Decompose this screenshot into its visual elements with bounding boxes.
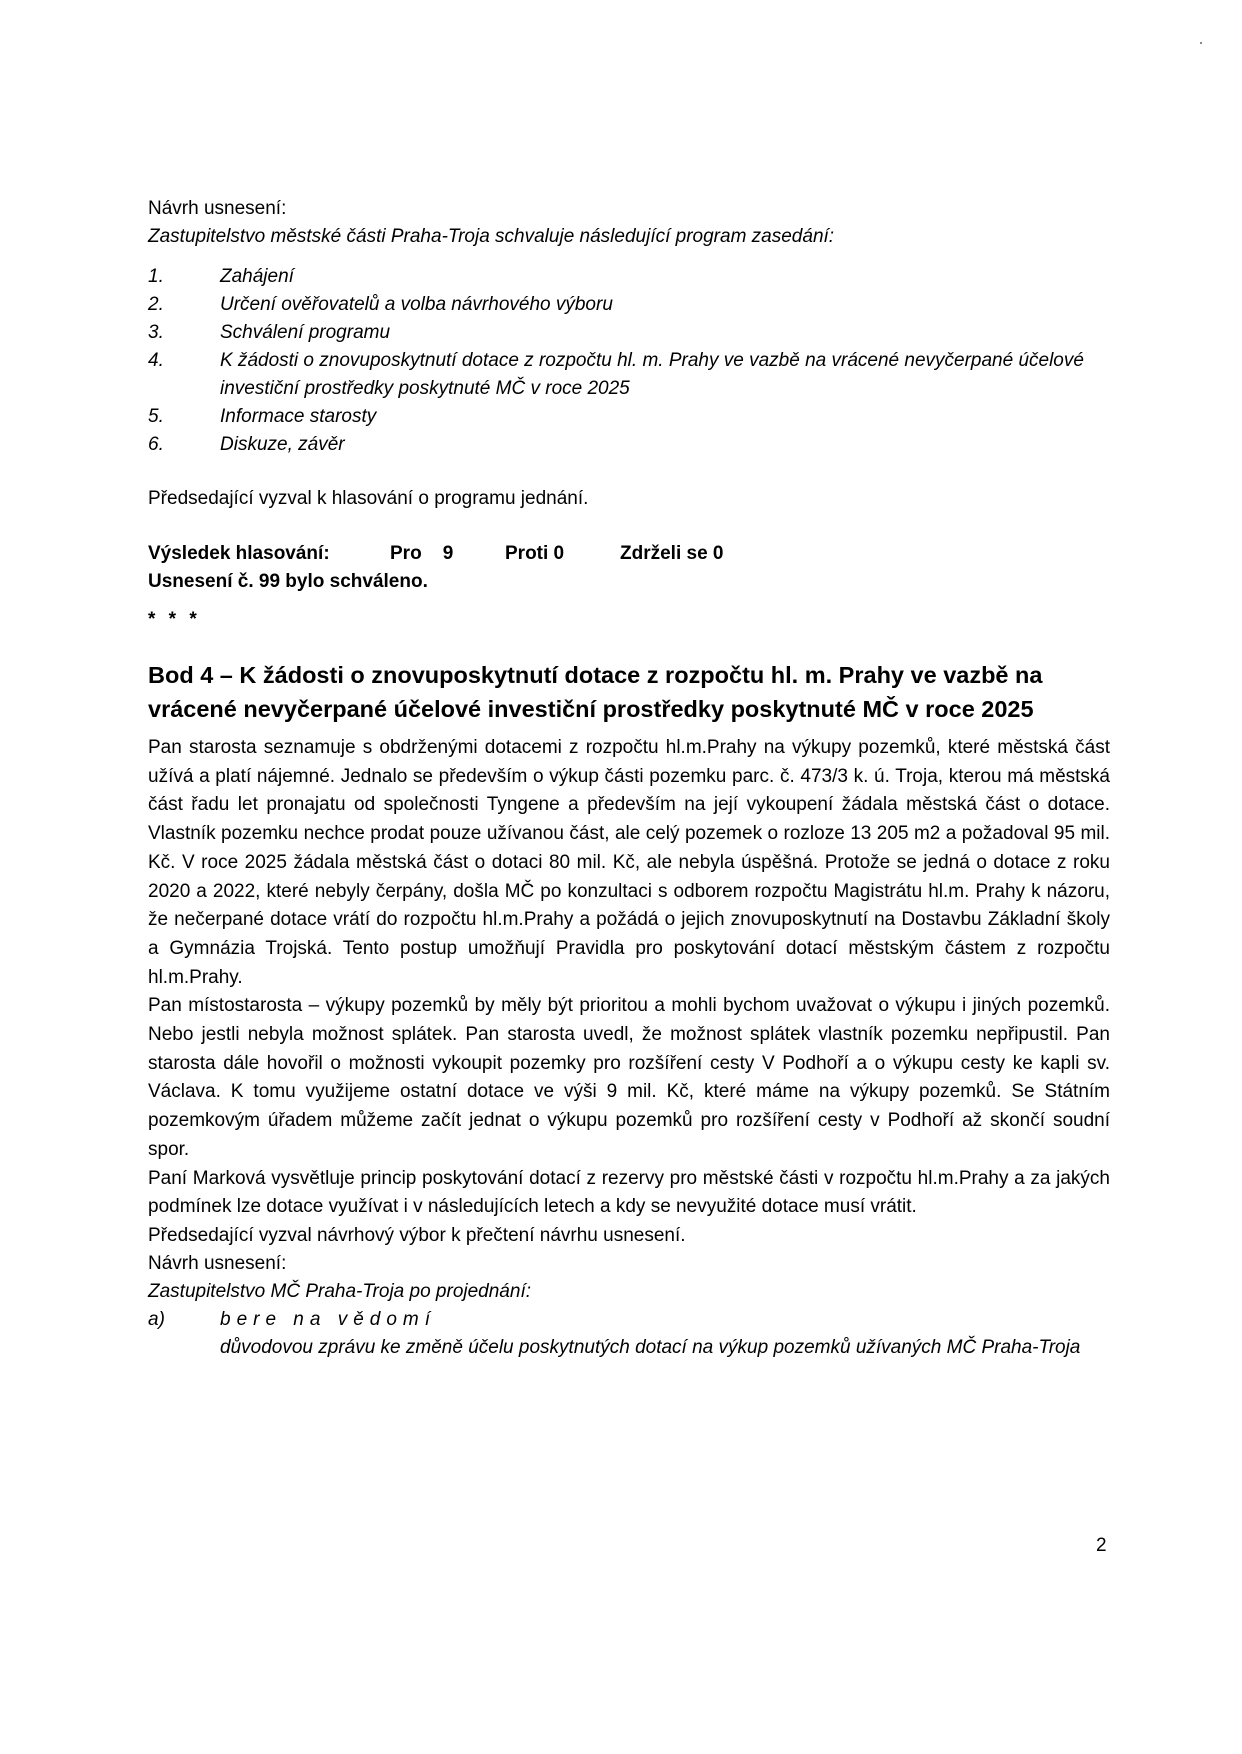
paragraph: Pan starosta seznamuje s obdrženými dotacemi z rozpočtu hl.m.Prahy na výkupy pozemků, které městská část užívá a platí nájemné. Jednalo se především o výkup části pozemku parc. č. 473/3 k. ú. Troja, kterou má městská část řadu let pronajatu od společnosti Tyngene a především na její vykoupení žádala městská část o dotace. Vlastník pozemku nechce prodat pouze užívanou část, ale celý pozemek o rozloze 13 205 m2 a požadoval 95 mil. Kč. V roce 2025 žádala městská část o dotaci 80 mil. Kč, ale nebyla úspěšná. Protože se jedná o dotace z roku 2020 a 2022, které nebyly čerpány, došla MČ po konzultaci s odborem rozpočtu Magistrátu hl.m. Prahy k názoru, že nečerpané dotace vrátí do rozpočtu hl.m.Prahy a požádá o jejich znovuposkytnutí na Dostavbu Základní školy a Gymnázia Trojská. Tento postup umožňují Pravidla pro poskytování dotací městským částem z rozpočtu hl.m.Prahy. [148, 737, 1110, 988]
resolution-letter: a) [148, 1308, 165, 1330]
vote-call: Předsedající vyzval k hlasování o programu jednání. [148, 488, 589, 509]
agenda-num: 2. [148, 294, 164, 315]
paragraph: Předsedající vyzval návrhový výbor k přečtení návrhu usnesení. [148, 1224, 686, 1246]
agenda-item [148, 319, 1110, 347]
navrh-label: Návrh usnesení: [148, 1252, 287, 1274]
section-separator: * * * [148, 609, 201, 630]
agenda-item [148, 291, 1110, 319]
agenda-item [148, 347, 1110, 403]
page-number: 2 [1096, 1535, 1107, 1556]
section-title: Bod 4 – K žádosti o znovuposkytnutí dotace z rozpočtu hl. m. Prahy ve vazbě na vrácené nevyčerpané účelové investiční prostředky poskytnuté MČ v roce 2025 [148, 662, 1043, 722]
agenda-num: 5. [148, 406, 164, 427]
document-page [148, 195, 1110, 1362]
agenda-num: 1. [148, 266, 164, 287]
vote-pro: Pro 9 [390, 543, 454, 564]
agenda-text: K žádosti o znovuposkytnutí dotace z rozpočtu hl. m. Prahy ve vazbě na vrácené nevyčerpané účelové investiční prostředky poskytnuté MČ v roce 2025 [220, 350, 1084, 399]
agenda-item [148, 403, 1110, 431]
navrh-text: Zastupitelstvo městské části Praha-Troja schvaluje následující program zasedání: [148, 226, 835, 247]
agenda-num: 3. [148, 322, 164, 343]
agenda-num: 6. [148, 434, 164, 455]
agenda-text: Schválení programu [220, 322, 391, 343]
resolution-result: Usnesení č. 99 bylo schváleno. [148, 571, 428, 592]
agenda-text: Diskuze, závěr [220, 434, 345, 455]
paragraph: Pan místostarosta – výkupy pozemků by měly být prioritou a mohli bychom uvažovat o výkupu i jiných pozemků. Nebo jestli nebyla možnost splátek. Pan starosta uvedl, že možnost splátek vlastník pozemku nepřipustil. Pan starosta dále hovořil o možnosti vykoupit pozemky pro rozšíření cesty V Podhoří a o výkupu cesty ke kapli sv. Václava. K tomu využijeme ostatní dotace ve výši 9 mil. Kč, které máme na výkupy pozemků. Se Státním pozemkovým úřadem můžeme začít jednat o výkupu pozemků pro rozšíření cesty v Podhoří až skončí soudní spor. [148, 995, 1110, 1160]
agenda-item [148, 431, 1110, 459]
vote-proti: Proti 0 [505, 543, 565, 564]
agenda-text: Určení ověřovatelů a volba návrhového výboru [220, 294, 613, 315]
agenda-text: Zahájení [220, 266, 294, 287]
resolution-action: bere na vědomí [220, 1308, 437, 1330]
vote-result-row [148, 539, 1110, 568]
agenda-list [148, 263, 1110, 459]
resolution-item [148, 1306, 1110, 1362]
paragraph: Paní Marková vysvětluje princip poskytování dotací z rezervy pro městské části v rozpočtu hl.m.Prahy a za jakých podmínek lze dotace využívat i v následujících letech a kdy se nevyužité dotace musí vrátit. [148, 1167, 1110, 1218]
vote-zdrzeli: Zdrželi se 0 [620, 543, 724, 564]
agenda-text: Informace starosty [220, 406, 377, 427]
agenda-num: 4. [148, 350, 164, 371]
vote-label: Výsledek hlasování: [148, 543, 330, 564]
navrh-label: Návrh usnesení: [148, 198, 287, 219]
resolution-text: důvodovou zprávu ke změně účelu poskytnutých dotací na výkup pozemků užívaných MČ Praha-Troja [220, 1336, 1081, 1358]
agenda-item [148, 263, 1110, 291]
navrh-intro: Zastupitelstvo MČ Praha-Troja po projednání: [148, 1280, 531, 1302]
scan-speck [1200, 42, 1202, 44]
